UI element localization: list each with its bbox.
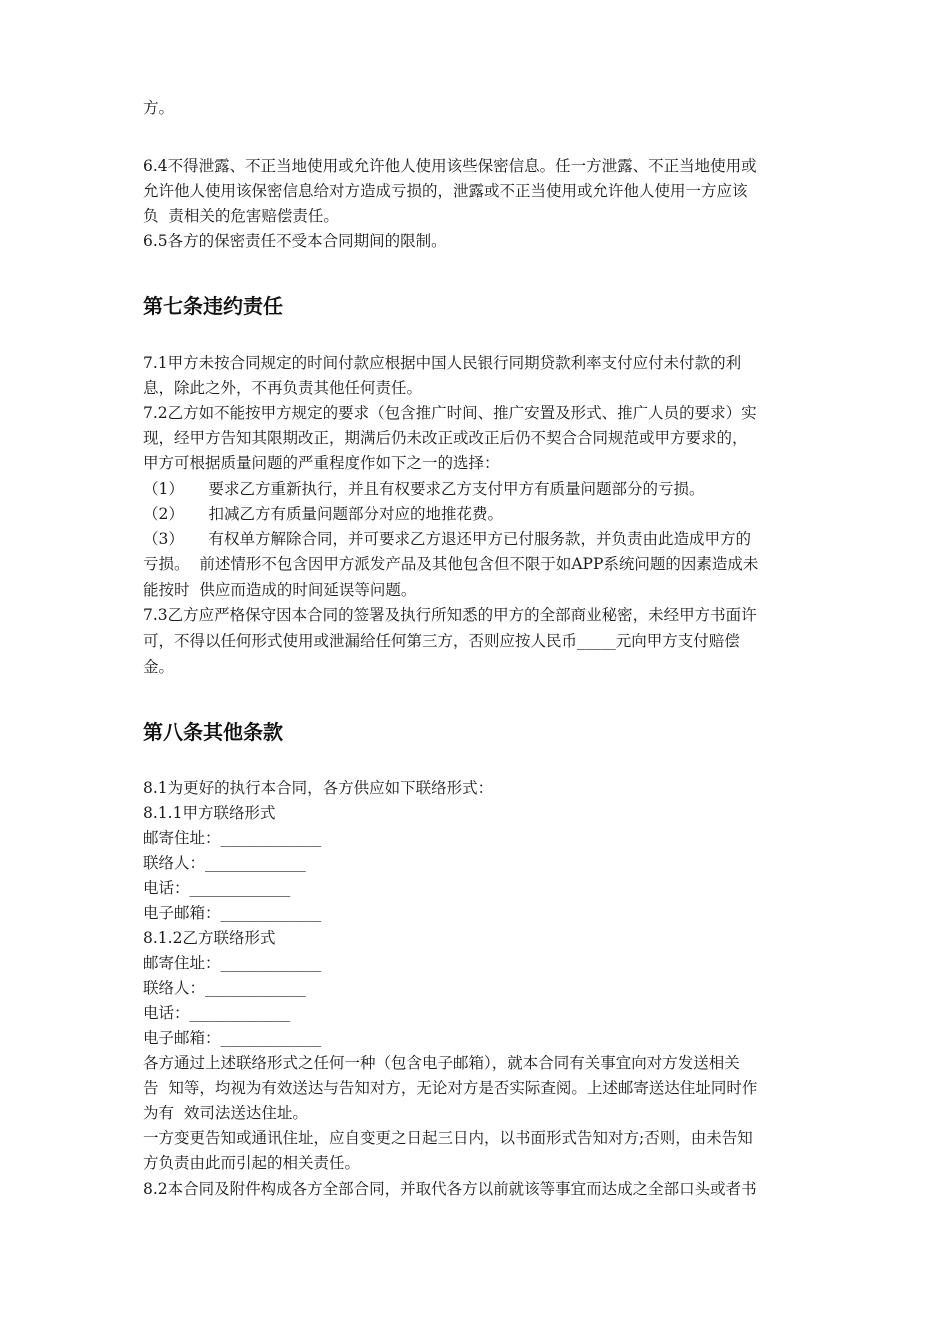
paragraph-line: 各方通过上述联络形式之任何一种（包含电子邮箱），就本合同有关事宜向对方发送相关 <box>143 1054 740 1072</box>
paragraph-line: 现，经甲方告知其限期改正，期满后仍未改正或改正后仍不契合合同规范或甲方要求的， <box>143 429 748 447</box>
paragraph-line: 甲方可根据质量问题的严重程度作如下之一的选择： <box>143 454 500 472</box>
paragraph-line: 方负责由此而引起的相关责任。 <box>143 1154 361 1172</box>
paragraph-line: 息，除此之外，不再负责其他任何责任。 <box>143 379 423 397</box>
paragraph-line: 7.2乙方如不能按甲方规定的要求（包含推广时间、推广安置及形式、推广人员的要求）实 <box>143 404 757 422</box>
section-heading-8: 第八条其他条款 <box>143 720 283 744</box>
paragraph-line: 为有 效司法送达住址。 <box>143 1104 308 1122</box>
paragraph-line: 7.1甲方未按合同规定的时间付款应根据中国人民银行同期贷款利率支付应付未付款的利 <box>143 354 742 372</box>
paragraph-line: 可，不得以任何形式使用或泄漏给任何第三方，否则应按人民币_____元向甲方支付赔偿 <box>143 632 740 650</box>
paragraph-line: （1） 要求乙方重新执行，并且有权要求乙方支付甲方有质量问题部分的亏损。 <box>143 480 705 498</box>
form-field-line: 邮寄住址：_____________ <box>143 829 322 847</box>
form-field-line: 联络人：_____________ <box>143 979 306 997</box>
paragraph-line: 6.4不得泄露、不正当地使用或允许他人使用该些保密信息。任一方泄露、不正当地使用或 <box>143 157 757 175</box>
form-field-line: 电话：_____________ <box>143 879 291 897</box>
form-field-line: 电子邮箱：_____________ <box>143 1029 322 1047</box>
paragraph-line: 8.1.2乙方联络形式 <box>143 929 276 947</box>
paragraph-line: 告 知等，均视为有效送达与告知对方，无论对方是否实际查阅。上述邮寄送达住址同时作 <box>143 1079 758 1097</box>
paragraph-line: （3） 有权单方解除合同，并可要求乙方退还甲方已付服务款，并负责由此造成甲方的 <box>143 530 751 548</box>
paragraph-line: 8.2本合同及附件构成各方全部合同，并取代各方以前就该等事宜而达成之全部口头或者书 <box>143 1180 757 1198</box>
paragraph-line: 8.1为更好的执行本合同，各方供应如下联络形式： <box>143 779 494 797</box>
form-field-line: 联络人：_____________ <box>143 854 306 872</box>
paragraph-line: 金。 <box>143 658 175 676</box>
paragraph-line: （2） 扣减乙方有质量问题部分对应的地推花费。 <box>143 505 503 523</box>
form-field-line: 电子邮箱：_____________ <box>143 904 322 922</box>
paragraph-line: 能按时 供应而造成的时间延误等问题。 <box>143 581 417 599</box>
paragraph-line: 亏损。 前述情形不包含因甲方派发产品及其他包含但不限于如APP系统问题的因素造成未 <box>143 555 759 573</box>
form-field-line: 邮寄住址：_____________ <box>143 954 322 972</box>
paragraph-line: 一方变更告知或通讯住址，应自变更之日起三日内，以书面形式告知对方;否则，由未告知 <box>143 1129 753 1147</box>
section-heading-7: 第七条违约责任 <box>143 294 283 318</box>
paragraph-line: 允许他人使用该保密信息给对方造成亏损的，泄露或不正当使用或允许他人使用一方应该 <box>143 182 748 200</box>
paragraph-line: 8.1.1甲方联络形式 <box>143 804 276 822</box>
paragraph-line: 6.5各方的保密责任不受本合同期间的限制。 <box>143 232 447 250</box>
paragraph-line: 7.3乙方应严格保守因本合同的签署及执行所知悉的甲方的全部商业秘密，未经甲方书面许 <box>143 606 757 624</box>
paragraph-line: 方。 <box>143 99 175 117</box>
paragraph-line: 负 责相关的危害赔偿责任。 <box>143 207 339 225</box>
form-field-line: 电话：_____________ <box>143 1004 291 1022</box>
